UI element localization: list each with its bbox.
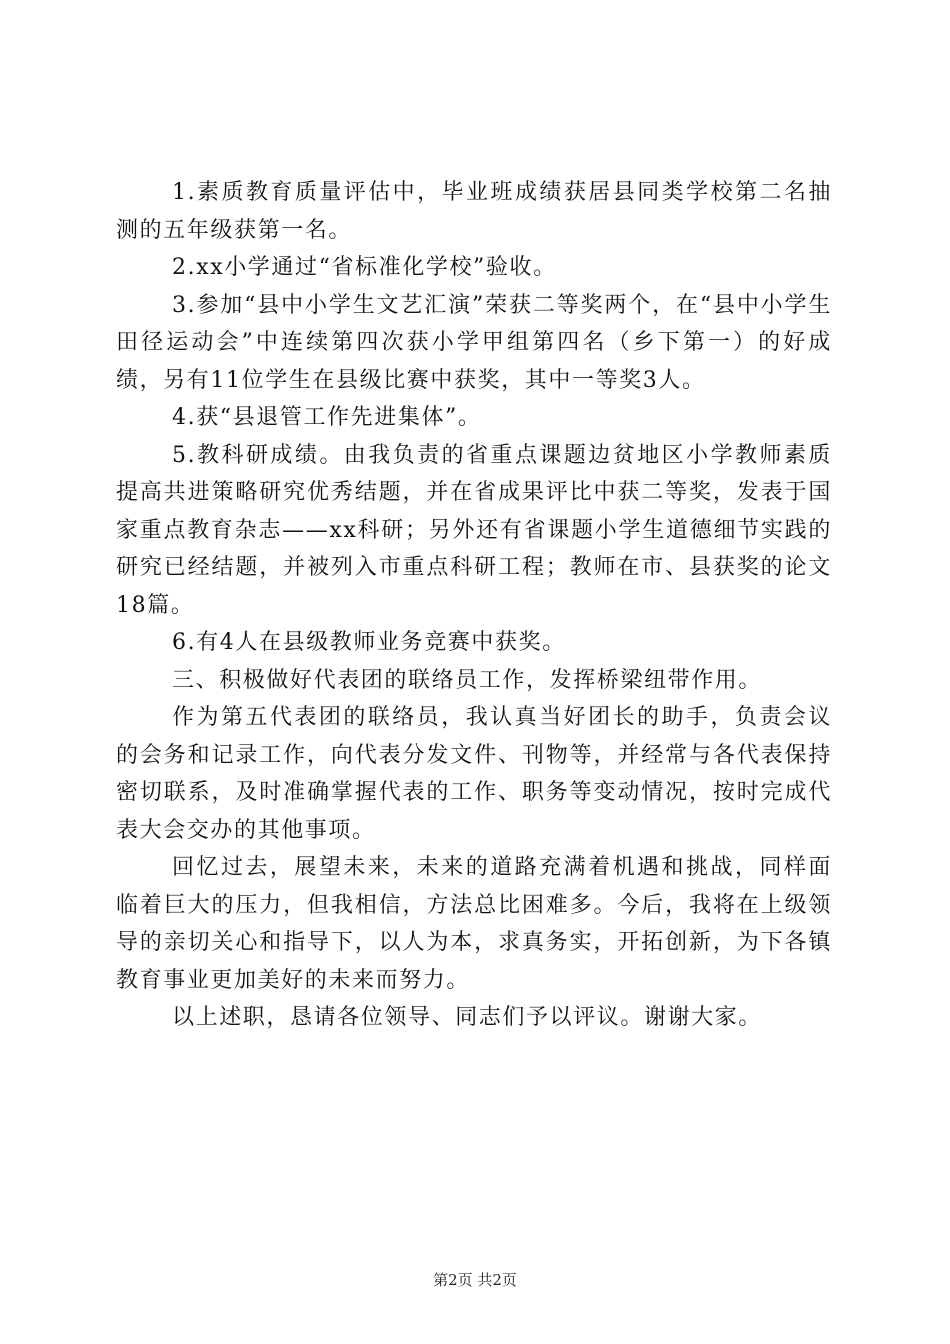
paragraph-item-3: 3.参加“县中小学生文艺汇演”荣获二等奖两个，在“县中小学生田径运动会”中连续第四次获小学甲组第四名（乡下第一）的好成绩，另有11位学生在县级比赛中获奖，其中一等奖3人。: [116, 292, 832, 393]
paragraph-closing: 以上述职，恳请各位领导、同志们予以评议。谢谢大家。: [172, 1005, 763, 1030]
section-heading-liaison: 三、积极做好代表团的联络员工作，发挥桥梁纽带作用。: [172, 667, 763, 693]
paragraph-outlook: 回忆过去，展望未来，未来的道路充满着机遇和挑战，同样面临着巨大的压力，但我相信，方法总比困难多。今后，我将在上级领导的亲切关心和指导下，以人为本，求真务实，开拓创新，为下各镇教育事业更加美好的未来而努力。: [116, 855, 832, 993]
paragraph-item-6: 6.有4人在县级教师业务竞赛中获奖。: [172, 630, 566, 655]
paragraph-item-4: 4.获“县退管工作先进集体”。: [172, 405, 482, 430]
paragraph-item-2: 2.xx小学通过“省标准化学校”验收。: [172, 255, 557, 280]
paragraph-item-1: 1.素质教育质量评估中，毕业班成绩获居县同类学校第二名抽测的五年级获第一名。: [116, 180, 832, 243]
document-body: [116, 174, 832, 1037]
paragraph-item-5: 5.教科研成绩。由我负责的省重点课题边贫地区小学教师素质提高共进策略研究优秀结题，并在省成果评比中获二等奖，发表于国家重点教育杂志——xx科研；另外还有省课题小学生道德细节实践的研究已经结题，并被列入市重点科研工程；教师在市、县获奖的论文18篇。: [116, 442, 832, 618]
page-footer: 第2页 共2页: [433, 1271, 517, 1289]
paragraph-liaison-work: 作为第五代表团的联络员，我认真当好团长的助手，负责会议的会务和记录工作，向代表分发文件、刊物等，并经常与各代表保持密切联系，及时准确掌握代表的工作、职务等变动情况，按时完成代表大会交办的其他事项。: [116, 705, 832, 843]
